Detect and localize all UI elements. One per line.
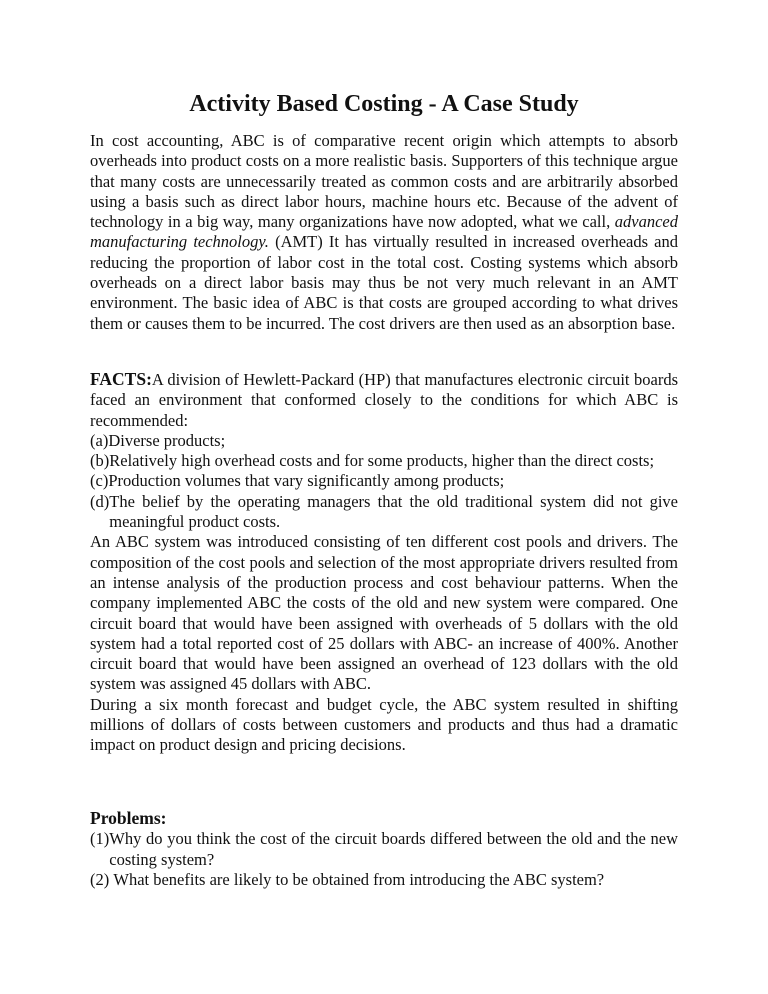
list-item xyxy=(90,451,678,471)
list-item xyxy=(90,870,678,890)
facts-paragraph-3: During a six month forecast and budget cycle, the ABC system resulted in shifting millions of dollars of costs between customers and products and thus had a dramatic impact on product design and pricing decisions. xyxy=(90,694,678,755)
list-item-label: (d) xyxy=(90,491,110,511)
facts-section xyxy=(90,369,678,756)
intro-italic-term: advanced manufacturing technology. xyxy=(90,212,678,252)
intro-text-2: (AMT) It has virtually resulted in increased overheads and reducing the proportion of labor cost in the total cost. Costing systems which absorb overheads on a direct labor basis may thus be not very much relevant in an AMT environment. The basic idea of ABC is that costs are grouped according to what drives them or causes them to be incurred. The cost drivers are then used as an absorption base. xyxy=(90,232,678,333)
facts-label: FACTS: xyxy=(90,369,152,389)
facts-text: A division of Hewlett-Packard (HP) that manufactures electronic circuit boards faced an environment that conformed closely to the conditions for which ABC is recommended: xyxy=(90,370,678,430)
list-item-label: (1) xyxy=(90,829,110,849)
list-item xyxy=(90,829,678,870)
list-item-text: What benefits are likely to be obtained from introducing the ABC system? xyxy=(113,869,605,889)
list-item xyxy=(90,471,678,491)
list-item-text: Diverse products; xyxy=(108,430,226,450)
list-item-text: Why do you think the cost of the circuit boards differed between the old and the new costing system? xyxy=(109,829,678,869)
list-item-label: (c) xyxy=(90,471,109,491)
list-item-label: (2) xyxy=(90,869,114,889)
list-item-text: Production volumes that vary significantly among products; xyxy=(108,471,505,491)
list-item-text: Relatively high overhead costs and for some products, higher than the direct costs; xyxy=(109,451,655,471)
problems-section xyxy=(90,808,678,890)
list-item-text: The belief by the operating managers that the old traditional system did not give meaningful product costs. xyxy=(109,491,678,532)
problems-heading: Problems: xyxy=(90,808,167,828)
facts-paragraph-2: An ABC system was introduced consisting of ten different cost pools and drivers. The composition of the cost pools and selection of the most appropriate drivers resulted from an intense analysis of the production process and cost behaviour patterns. When the company implemented ABC the costs of the old and new system were compared. One circuit board that would have been assigned with overheads of 5 dollars with the old system had a total reported cost of 25 dollars with ABC- an increase of 400%. Another circuit board that would have been assigned an overhead of 123 dollars with the old system was assigned 45 dollars with ABC. xyxy=(90,532,678,694)
intro-paragraph xyxy=(90,131,678,334)
list-item-label: (b) xyxy=(90,451,110,471)
intro-text-1: In cost accounting, ABC is of comparative recent origin which attempts to absorb overheads into product costs on a more realistic basis. Supporters of this technique argue that many costs are unnecessarily treated as common costs and are arbitrarily absorbed using a basis such as direct labor hours, machine hours etc. Because of the advent of technology in a big way, many organizations have now adopted, what we call, xyxy=(90,131,678,232)
list-item xyxy=(90,492,678,533)
list-item xyxy=(90,431,678,451)
page-title: Activity Based Costing - A Case Study xyxy=(189,91,579,117)
list-item-label: (a) xyxy=(90,430,109,450)
